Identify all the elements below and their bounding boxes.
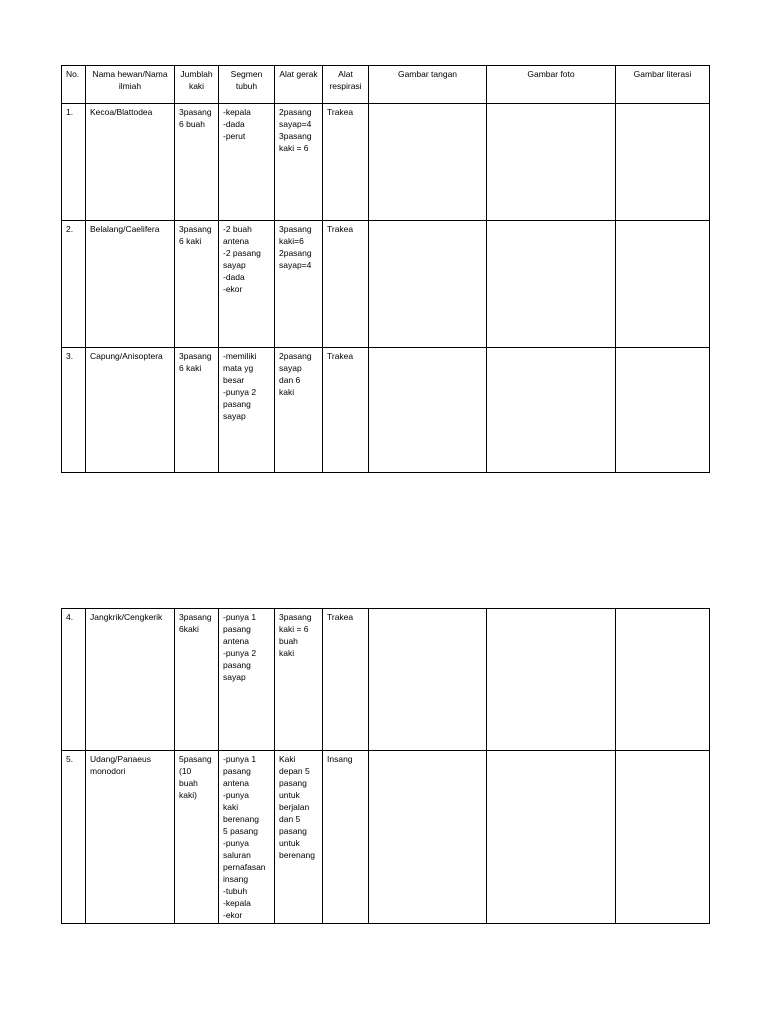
cell-gambar-tangan bbox=[369, 348, 487, 473]
cell-gambar-literasi bbox=[616, 751, 710, 924]
table-row bbox=[62, 348, 710, 473]
cell-gambar-foto bbox=[487, 348, 616, 473]
insect-table-part-1 bbox=[61, 65, 710, 473]
cell-respirasi: Trakea bbox=[323, 221, 369, 348]
insect-table-part-2 bbox=[61, 608, 710, 924]
cell-nama: Udang/Panaeus monodori bbox=[86, 751, 175, 924]
cell-no: 4. bbox=[62, 609, 86, 751]
cell-no: 5. bbox=[62, 751, 86, 924]
header-no: No. bbox=[62, 66, 86, 104]
header-nama: Nama hewan/Nama ilmiah bbox=[86, 66, 175, 104]
cell-no: 3. bbox=[62, 348, 86, 473]
cell-no: 2. bbox=[62, 221, 86, 348]
cell-kaki: 3pasang 6 kaki bbox=[175, 348, 219, 473]
cell-gerak: 2pasang sayap=4 3pasang kaki = 6 bbox=[275, 104, 323, 221]
table-row bbox=[62, 751, 710, 924]
cell-segmen: -2 buah antena -2 pasang sayap -dada -ekor bbox=[219, 221, 275, 348]
cell-respirasi: Trakea bbox=[323, 609, 369, 751]
cell-gambar-literasi bbox=[616, 104, 710, 221]
cell-respirasi: Trakea bbox=[323, 104, 369, 221]
cell-respirasi: Trakea bbox=[323, 348, 369, 473]
cell-gambar-literasi bbox=[616, 609, 710, 751]
table-row bbox=[62, 609, 710, 751]
cell-gambar-tangan bbox=[369, 751, 487, 924]
cell-nama: Capung/Anisoptera bbox=[86, 348, 175, 473]
cell-gerak: 3pasang kaki=6 2pasang sayap=4 bbox=[275, 221, 323, 348]
cell-kaki: 3pasang 6 kaki bbox=[175, 221, 219, 348]
cell-respirasi: Insang bbox=[323, 751, 369, 924]
cell-gerak: 2pasang sayap dan 6 kaki bbox=[275, 348, 323, 473]
cell-gambar-foto bbox=[487, 751, 616, 924]
cell-segmen: -memiliki mata yg besar -punya 2 pasang sayap bbox=[219, 348, 275, 473]
cell-gambar-tangan bbox=[369, 221, 487, 348]
header-segmen: Segmen tubuh bbox=[219, 66, 275, 104]
cell-gambar-foto bbox=[487, 104, 616, 221]
cell-segmen: -punya 1 pasang antena -punya kaki berenang 5 pasang -punya saluran pernafasan insang -tubuh -kepala -ekor bbox=[219, 751, 275, 924]
cell-kaki: 3pasang 6kaki bbox=[175, 609, 219, 751]
cell-segmen: -kepala -dada -perut bbox=[219, 104, 275, 221]
cell-segmen: -punya 1 pasang antena -punya 2 pasang sayap bbox=[219, 609, 275, 751]
cell-nama: Jangkrik/Cengkerik bbox=[86, 609, 175, 751]
cell-gambar-foto bbox=[487, 221, 616, 348]
header-row bbox=[62, 66, 710, 104]
table-row bbox=[62, 104, 710, 221]
header-respirasi: Alat respirasi bbox=[323, 66, 369, 104]
cell-no: 1. bbox=[62, 104, 86, 221]
cell-gerak: Kaki depan 5 pasang untuk berjalan dan 5 pasang untuk berenang bbox=[275, 751, 323, 924]
header-kaki: Jumblah kaki bbox=[175, 66, 219, 104]
cell-gambar-tangan bbox=[369, 609, 487, 751]
header-gambar-foto: Gambar foto bbox=[487, 66, 616, 104]
cell-nama: Belalang/Caelifera bbox=[86, 221, 175, 348]
cell-kaki: 5pasang (10 buah kaki) bbox=[175, 751, 219, 924]
header-gambar-tangan: Gambar tangan bbox=[369, 66, 487, 104]
cell-kaki: 3pasang 6 buah bbox=[175, 104, 219, 221]
header-gerak: Alat gerak bbox=[275, 66, 323, 104]
cell-gambar-literasi bbox=[616, 348, 710, 473]
cell-gerak: 3pasang kaki = 6 buah kaki bbox=[275, 609, 323, 751]
cell-gambar-literasi bbox=[616, 221, 710, 348]
header-gambar-literasi: Gambar literasi bbox=[616, 66, 710, 104]
cell-gambar-tangan bbox=[369, 104, 487, 221]
cell-nama: Kecoa/Blattodea bbox=[86, 104, 175, 221]
cell-gambar-foto bbox=[487, 609, 616, 751]
table-row bbox=[62, 221, 710, 348]
